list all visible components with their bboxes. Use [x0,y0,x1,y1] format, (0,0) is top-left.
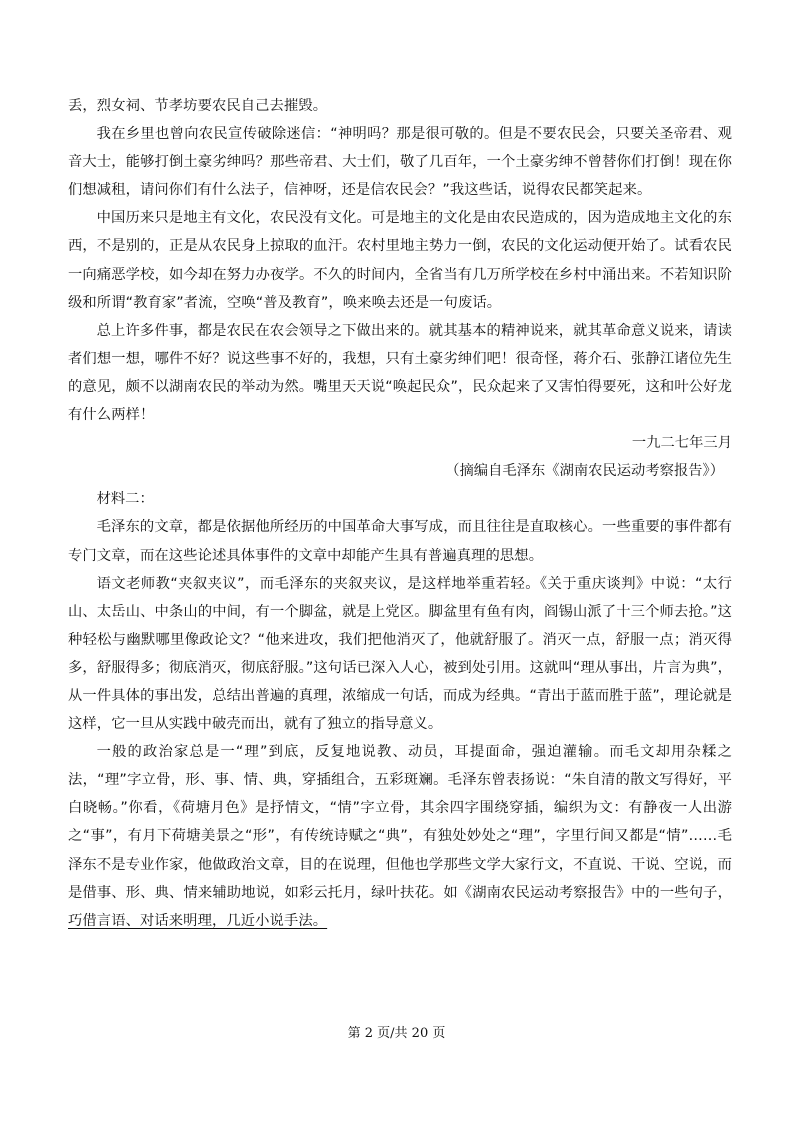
paragraph-continuation: 丢，烈女祠、节孝坊要农民自己去摧毁。 [68,98,328,114]
material-two-label: 材料二： [96,491,154,508]
paragraph-superstition: 我在乡里也曾向农民宣传破除迷信：“神明吗？那是很可敬的。但是不要农民会，只要关圣帝君、观音大士，能够打倒土豪劣绅吗？那些帝君、大士们，敬了几百年，一个土豪劣绅不曾替你们打倒！现在你们想减租，请问你们有什么法子，信神呀，还是信农民会？”我这些话，说得农民都笑起来。 [68,126,732,199]
underlined-phrase: 巧借言语、对话来明理，几近小说手法。 [68,912,328,929]
date-line: 一九二七年三月 [631,435,732,452]
paragraph-mao-articles: 毛泽东的文章，都是依据他所经历的中国革命大事写成，而且往往是直取核心。一些重要的事件都有专门文章，而在这些论述具体事件的文章中却能产生具有普遍真理的思想。 [68,519,732,564]
document-body [68,92,732,935]
page-footer: 第 2 页/共 20 页 [347,1026,446,1041]
paragraph-politician-style-text: 一般的政治家总是一“理”到底，反复地说教、动员，耳提面命，强迫灌输。而毛文却用杂糅之法，“理”字立骨，形、事、情、典，穿插组合，五彩斑斓。毛泽东曾表扬说：“朱自清的散文写得好，平白晓畅。”你看，《荷塘月色》是抒情文，“情”字立骨，其余四字围绕穿插，编织为文：有静夜一人出游之“事”，有月下荷塘美景之“形”，有传统诗赋之“典”，有独处妙处之“理”，字里行间又都是“情”……毛泽东不是专业作家，他做政治文章，目的在说理，但他也学那些文学大家行文，不直说、干说、空说，而是借事、形、典、情来辅助地说，如彩云托月，绿叶扶花。如《湖南农民运动考察报告》中的一些句子， [68,744,732,901]
paragraph-culture: 中国历来只是地主有文化，农民没有文化。可是地主的文化是由农民造成的，因为造成地主文化的东西，不是别的，正是从农民身上掠取的血汗。农村里地主势力一倒，农民的文化运动便开始了。试看农民一向痛恶学校，如今却在努力办夜学。不久的时间内，全省当有几万所学校在乡村中涌出来。不若知识阶级和所谓“教育家”者流，空唤“普及教育”，唤来唤去还是一句废话。 [68,210,732,311]
paragraph-narrative-argument: 语文老师教“夹叙夹议”，而毛泽东的夹叙夹议，是这样地举重若轻。《关于重庆谈判》中说：“太行山、太岳山、中条山的中间，有一个脚盆，就是上党区。脚盆里有鱼有肉，阎锡山派了十三个师去抢。”这种轻松与幽默哪里像政论文？“他来进攻，我们把他消灭了，他就舒服了。消灭一点，舒服一点；消灭得多，舒服得多；彻底消灭，彻底舒服。”这句话已深入人心，被到处引用。这就叫“理从事出，片言为典”，从一件具体的事出发，总结出普遍的真理，浓缩成一句话，而成为经典。“青出于蓝而胜于蓝”，理论就是这样，它一旦从实践中破壳而出，就有了独立的指导意义。 [68,575,732,733]
paragraph-politician-style [68,738,732,935]
source-citation: （摘编自毛泽东《湖南农民运动考察报告》） [445,463,724,480]
paragraph-summary: 总上许多件事，都是农民在农会领导之下做出来的。就其基本的精神说来，就其革命意义说来，请读者们想一想，哪件不好？说这些事不好的，我想，只有土豪劣绅们吧！很奇怪，蒋介石、张静江诸位先生的意见，颇不以湖南农民的举动为然。嘴里天天说“唤起民众”，民众起来了又害怕得要死，这和叶公好龙有什么两样！ [68,322,732,424]
